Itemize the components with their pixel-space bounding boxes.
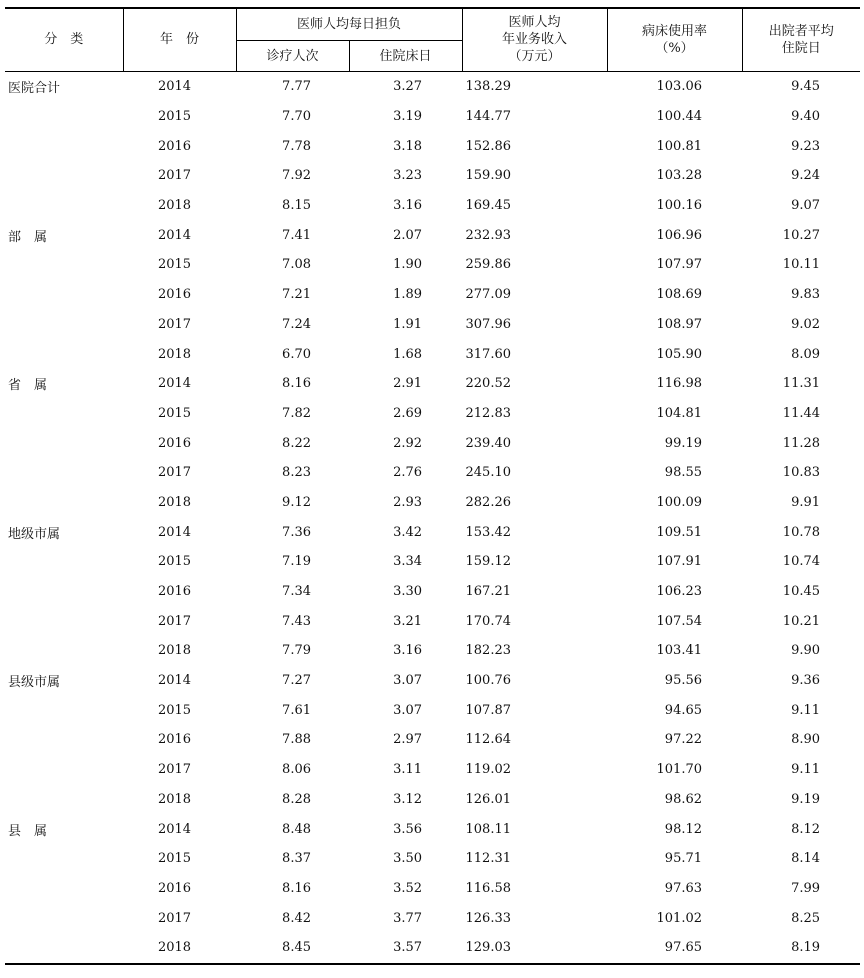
header-bed-days: 住院床日 (349, 41, 462, 72)
cell-bed-usage: 104.81 (656, 405, 703, 421)
cell-category (5, 874, 123, 904)
header-bed-usage-line1: 病床使用率 (642, 23, 708, 39)
cell-revenue: 112.64 (465, 732, 512, 748)
cell-visits: 7.24 (282, 316, 311, 332)
cell-revenue: 152.86 (465, 138, 512, 154)
table-row (5, 369, 860, 399)
table-row (5, 72, 860, 102)
header-bed-usage (607, 8, 742, 72)
cell-bed-days: 3.52 (393, 880, 423, 896)
cell-avg-stay: 9.83 (791, 287, 821, 303)
cell-visits: 7.27 (282, 673, 311, 689)
table-row (5, 517, 860, 547)
cell-year: 2015 (157, 851, 192, 867)
cell-category (5, 547, 123, 577)
cell-bed-usage: 97.22 (664, 732, 703, 748)
table-bottom-rule (5, 963, 860, 965)
cell-visits: 8.42 (282, 910, 311, 926)
cell-revenue: 317.60 (465, 346, 512, 362)
cell-avg-stay: 10.78 (782, 524, 821, 540)
cell-bed-usage: 103.41 (656, 643, 703, 659)
cell-bed-days: 3.11 (393, 762, 423, 778)
cell-avg-stay: 8.09 (791, 346, 821, 362)
header-revenue (462, 8, 607, 72)
cell-avg-stay: 9.40 (791, 109, 821, 125)
cell-visits: 8.28 (282, 791, 311, 807)
header-avg-stay-line2: 住院日 (781, 40, 821, 56)
header-bed-usage-line2: （%） (655, 40, 694, 56)
cell-category (5, 844, 123, 874)
cell-category (5, 606, 123, 636)
cell-category (5, 725, 123, 755)
cell-year: 2014 (157, 376, 192, 392)
cell-avg-stay: 8.12 (791, 821, 821, 837)
cell-category (5, 695, 123, 725)
cell-visits: 7.61 (282, 702, 311, 718)
cell-avg-stay: 8.90 (791, 732, 821, 748)
cell-revenue: 108.11 (465, 821, 512, 837)
cell-revenue: 167.21 (465, 584, 512, 600)
cell-bed-usage: 107.91 (656, 554, 703, 570)
cell-category: 部 属 (8, 229, 48, 245)
cell-revenue: 169.45 (465, 198, 512, 214)
cell-visits: 7.88 (282, 732, 311, 748)
table-row (5, 725, 860, 755)
cell-avg-stay: 9.02 (791, 316, 821, 332)
cell-revenue: 138.29 (465, 79, 512, 95)
cell-year: 2018 (157, 643, 192, 659)
cell-bed-usage: 107.54 (656, 613, 703, 629)
cell-year: 2016 (157, 435, 192, 451)
cell-revenue: 239.40 (465, 435, 512, 451)
cell-year: 2014 (157, 524, 192, 540)
cell-avg-stay: 7.99 (791, 880, 821, 896)
cell-category: 医院合计 (8, 81, 61, 97)
cell-category (5, 755, 123, 785)
cell-revenue: 232.93 (465, 227, 512, 243)
cell-visits: 7.41 (282, 227, 311, 243)
table-row (5, 755, 860, 785)
cell-bed-usage: 106.23 (656, 584, 703, 600)
cell-category (5, 339, 123, 369)
cell-bed-usage: 99.19 (664, 435, 703, 451)
cell-revenue: 126.01 (465, 791, 512, 807)
cell-year: 2015 (157, 554, 192, 570)
cell-year: 2017 (157, 613, 192, 629)
table-row (5, 131, 860, 161)
cell-bed-usage: 98.62 (664, 791, 703, 807)
cell-visits: 6.70 (282, 346, 311, 362)
cell-bed-usage: 100.44 (656, 109, 703, 125)
header-daily-load: 医师人均每日担负 (236, 8, 462, 41)
cell-avg-stay: 9.24 (791, 168, 821, 184)
cell-category (5, 250, 123, 280)
cell-year: 2016 (157, 732, 192, 748)
cell-revenue: 159.12 (465, 554, 512, 570)
cell-avg-stay: 9.45 (791, 79, 821, 95)
cell-visits: 9.12 (282, 494, 311, 510)
table-row (5, 399, 860, 429)
table-row (5, 310, 860, 340)
header-revenue-line3: （万元） (508, 49, 561, 64)
cell-avg-stay: 8.25 (791, 910, 821, 926)
cell-bed-usage: 100.16 (656, 198, 703, 214)
cell-revenue: 126.33 (465, 910, 512, 926)
table-row (5, 814, 860, 844)
cell-bed-usage: 95.56 (664, 673, 703, 689)
cell-visits: 8.22 (282, 435, 311, 451)
cell-bed-days: 2.91 (393, 376, 423, 392)
cell-bed-usage: 105.90 (656, 346, 703, 362)
cell-revenue: 119.02 (465, 762, 512, 778)
cell-avg-stay: 10.11 (782, 257, 821, 273)
cell-bed-usage: 101.02 (656, 910, 703, 926)
table-row (5, 606, 860, 636)
cell-year: 2016 (157, 584, 192, 600)
cell-visits: 7.78 (282, 138, 311, 154)
header-revenue-line2: 年业务收入 (502, 32, 568, 47)
table-row (5, 339, 860, 369)
cell-avg-stay: 9.11 (791, 702, 821, 718)
cell-bed-usage: 97.65 (664, 940, 703, 956)
cell-bed-days: 2.92 (393, 435, 423, 451)
cell-revenue: 107.87 (465, 702, 512, 718)
cell-category (5, 488, 123, 518)
cell-bed-usage: 98.12 (664, 821, 703, 837)
cell-bed-days: 1.90 (393, 257, 423, 273)
cell-revenue: 259.86 (465, 257, 512, 273)
cell-bed-usage: 103.06 (656, 79, 703, 95)
cell-visits: 7.34 (282, 584, 311, 600)
cell-revenue: 100.76 (465, 673, 512, 689)
table-row (5, 220, 860, 250)
cell-year: 2014 (157, 227, 192, 243)
cell-bed-usage: 108.69 (656, 287, 703, 303)
cell-year: 2014 (157, 79, 192, 95)
cell-category (5, 577, 123, 607)
cell-bed-usage: 100.09 (656, 494, 703, 510)
cell-visits: 7.36 (282, 524, 311, 540)
cell-visits: 7.77 (282, 79, 311, 95)
header-year: 年 份 (123, 8, 236, 72)
cell-visits: 8.23 (282, 465, 311, 481)
cell-revenue: 170.74 (465, 613, 512, 629)
table-row (5, 903, 860, 933)
cell-avg-stay: 10.21 (782, 613, 821, 629)
cell-year: 2018 (157, 198, 192, 214)
cell-bed-days: 2.93 (393, 494, 423, 510)
table-row (5, 666, 860, 696)
cell-visits: 8.45 (282, 940, 311, 956)
header-avg-stay (742, 8, 860, 72)
cell-visits: 8.48 (282, 821, 311, 837)
cell-revenue: 212.83 (465, 405, 512, 421)
cell-category (5, 903, 123, 933)
table-row (5, 191, 860, 221)
cell-year: 2017 (157, 465, 192, 481)
cell-category (5, 399, 123, 429)
cell-bed-usage: 109.51 (656, 524, 703, 540)
cell-year: 2017 (157, 316, 192, 332)
cell-category (5, 785, 123, 815)
cell-category: 县级市属 (8, 675, 61, 691)
cell-bed-days: 2.69 (393, 405, 423, 421)
cell-category (5, 102, 123, 132)
cell-visits: 7.08 (282, 257, 311, 273)
cell-visits: 7.21 (282, 287, 311, 303)
cell-bed-days: 3.57 (393, 940, 423, 956)
cell-bed-days: 3.50 (393, 851, 423, 867)
cell-visits: 7.19 (282, 554, 311, 570)
cell-bed-usage: 108.97 (656, 316, 703, 332)
cell-revenue: 159.90 (465, 168, 512, 184)
cell-year: 2014 (157, 673, 192, 689)
cell-bed-days: 3.77 (393, 910, 423, 926)
cell-category (5, 131, 123, 161)
cell-bed-usage: 101.70 (656, 762, 703, 778)
cell-bed-days: 3.34 (393, 554, 423, 570)
header-visits: 诊疗人次 (236, 41, 349, 72)
cell-year: 2014 (157, 821, 192, 837)
cell-category (5, 191, 123, 221)
cell-category (5, 310, 123, 340)
cell-category (5, 161, 123, 191)
cell-year: 2015 (157, 405, 192, 421)
table-body (5, 72, 860, 963)
cell-bed-days: 3.42 (393, 524, 423, 540)
cell-avg-stay: 9.11 (791, 762, 821, 778)
table-row (5, 785, 860, 815)
table-row (5, 695, 860, 725)
cell-bed-days: 3.18 (393, 138, 423, 154)
cell-avg-stay: 8.19 (791, 940, 821, 956)
cell-visits: 8.15 (282, 198, 311, 214)
cell-visits: 8.16 (282, 880, 311, 896)
table-row (5, 933, 860, 963)
cell-year: 2017 (157, 168, 192, 184)
cell-revenue: 129.03 (465, 940, 512, 956)
cell-bed-usage: 106.96 (656, 227, 703, 243)
cell-avg-stay: 9.91 (791, 494, 821, 510)
cell-bed-days: 3.07 (393, 673, 423, 689)
cell-category: 地级市属 (8, 526, 61, 542)
cell-avg-stay: 10.45 (782, 584, 821, 600)
cell-bed-days: 3.23 (393, 168, 423, 184)
cell-year: 2018 (157, 494, 192, 510)
cell-visits: 8.06 (282, 762, 311, 778)
cell-year: 2016 (157, 138, 192, 154)
cell-bed-usage: 107.97 (656, 257, 703, 273)
table-row (5, 102, 860, 132)
cell-bed-days: 3.19 (393, 109, 423, 125)
cell-bed-days: 3.16 (393, 198, 423, 214)
cell-avg-stay: 10.74 (782, 554, 821, 570)
cell-category (5, 636, 123, 666)
hospital-statistics-table (5, 8, 860, 963)
table-row (5, 161, 860, 191)
cell-visits: 7.43 (282, 613, 311, 629)
cell-year: 2018 (157, 346, 192, 362)
table-row (5, 280, 860, 310)
cell-revenue: 220.52 (465, 376, 512, 392)
table-row (5, 547, 860, 577)
cell-revenue: 116.58 (465, 880, 512, 896)
table-header (5, 8, 860, 72)
cell-avg-stay: 11.31 (782, 376, 821, 392)
cell-bed-days: 3.21 (393, 613, 423, 629)
cell-category (5, 280, 123, 310)
cell-year: 2016 (157, 880, 192, 896)
cell-bed-days: 3.12 (393, 791, 423, 807)
header-avg-stay-line1: 出院者平均 (768, 23, 834, 39)
table-row (5, 458, 860, 488)
cell-category (5, 428, 123, 458)
cell-bed-days: 3.27 (393, 79, 423, 95)
table-row (5, 844, 860, 874)
cell-visits: 7.79 (282, 643, 311, 659)
cell-bed-days: 1.89 (393, 287, 423, 303)
cell-avg-stay: 8.14 (791, 851, 821, 867)
cell-avg-stay: 9.36 (791, 673, 821, 689)
cell-category (5, 933, 123, 963)
cell-bed-days: 3.30 (393, 584, 423, 600)
table-row (5, 428, 860, 458)
table-row (5, 874, 860, 904)
cell-revenue: 282.26 (465, 494, 512, 510)
cell-revenue: 245.10 (465, 465, 512, 481)
cell-bed-days: 2.97 (393, 732, 423, 748)
cell-avg-stay: 10.27 (782, 227, 821, 243)
table-row (5, 488, 860, 518)
cell-category (5, 458, 123, 488)
cell-year: 2015 (157, 257, 192, 273)
cell-bed-usage: 97.63 (664, 880, 703, 896)
table-row (5, 636, 860, 666)
cell-avg-stay: 11.44 (782, 405, 821, 421)
cell-bed-usage: 100.81 (656, 138, 703, 154)
cell-visits: 7.70 (282, 109, 311, 125)
cell-revenue: 307.96 (465, 316, 512, 332)
header-category: 分 类 (44, 32, 84, 47)
cell-bed-usage: 103.28 (656, 168, 703, 184)
cell-bed-days: 3.07 (393, 702, 423, 718)
cell-bed-usage: 94.65 (664, 702, 703, 718)
cell-year: 2018 (157, 940, 192, 956)
cell-bed-days: 3.16 (393, 643, 423, 659)
cell-year: 2017 (157, 762, 192, 778)
cell-bed-days: 1.68 (393, 346, 423, 362)
cell-bed-usage: 95.71 (664, 851, 703, 867)
cell-avg-stay: 9.23 (791, 138, 821, 154)
cell-revenue: 277.09 (465, 287, 512, 303)
cell-year: 2015 (157, 702, 192, 718)
cell-visits: 8.16 (282, 376, 311, 392)
header-revenue-line1: 医师人均 (508, 15, 561, 30)
cell-year: 2018 (157, 791, 192, 807)
cell-visits: 7.92 (282, 168, 311, 184)
cell-revenue: 112.31 (465, 851, 512, 867)
cell-avg-stay: 9.90 (791, 643, 821, 659)
cell-revenue: 144.77 (465, 109, 512, 125)
cell-bed-days: 2.76 (393, 465, 423, 481)
table-row (5, 250, 860, 280)
cell-revenue: 153.42 (465, 524, 512, 540)
cell-visits: 8.37 (282, 851, 311, 867)
cell-avg-stay: 10.83 (782, 465, 821, 481)
cell-avg-stay: 11.28 (782, 435, 821, 451)
cell-avg-stay: 9.07 (791, 198, 821, 214)
cell-bed-days: 2.07 (393, 227, 423, 243)
table-row (5, 577, 860, 607)
cell-year: 2016 (157, 287, 192, 303)
cell-revenue: 182.23 (465, 643, 512, 659)
cell-year: 2015 (157, 109, 192, 125)
cell-visits: 7.82 (282, 405, 311, 421)
cell-bed-days: 1.91 (393, 316, 423, 332)
cell-bed-usage: 116.98 (656, 376, 703, 392)
cell-category: 县 属 (8, 823, 48, 839)
cell-bed-days: 3.56 (393, 821, 423, 837)
cell-avg-stay: 9.19 (791, 791, 821, 807)
cell-bed-usage: 98.55 (664, 465, 703, 481)
cell-category: 省 属 (8, 378, 48, 394)
cell-year: 2017 (157, 910, 192, 926)
